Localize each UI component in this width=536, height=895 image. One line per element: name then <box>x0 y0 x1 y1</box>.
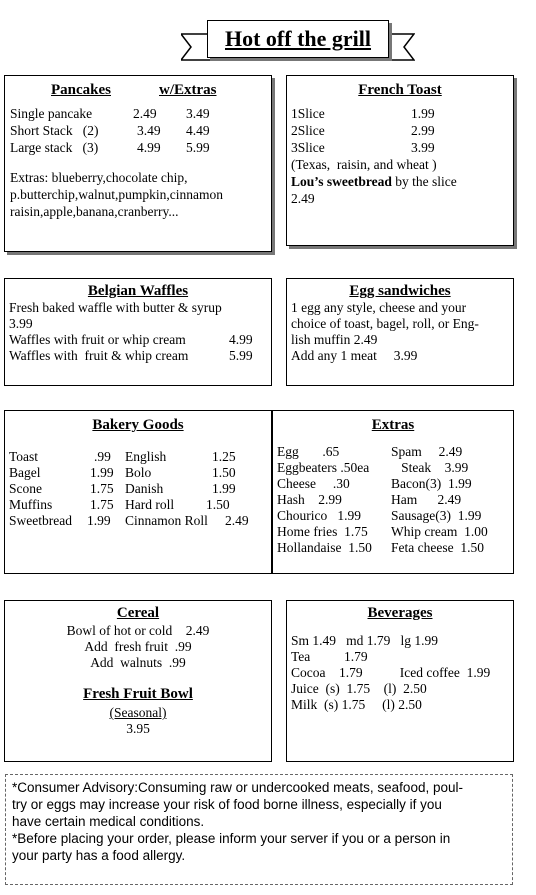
waffle-desc-line: 3.99 <box>9 316 33 331</box>
beverage-line: Sm 1.49 md 1.79 lg 1.99 <box>291 633 439 648</box>
extras-item: Whip cream 1.00 <box>391 524 488 539</box>
bakery-item-price: 1.99 <box>90 465 114 480</box>
french-toast-row-price: 3.99 <box>411 140 435 155</box>
advisory-line: *Consumer Advisory:Consuming raw or undercooked meats, seafood, poul- <box>12 780 463 795</box>
advisory-line: your party has a food allergy. <box>12 848 186 863</box>
belgian-waffles-title: Belgian Waffles <box>87 283 189 299</box>
extras-item: Home fries 1.75 <box>277 524 368 539</box>
waffle-desc-line: Fresh baked waffle with butter & syrup <box>9 300 222 315</box>
bakery-item-price: 1.99 <box>212 481 236 496</box>
bakery-item-price: 1.25 <box>212 449 236 464</box>
advisory-line: have certain medical conditions. <box>12 814 205 829</box>
french-toast-row-name: 1Slice <box>291 106 325 121</box>
bakery-item-name: Sweetbread <box>9 513 72 528</box>
page-title: Hot off the grill <box>224 26 372 51</box>
bakery-item-name: Bolo <box>125 465 152 480</box>
extras-item: Egg .65 <box>277 444 340 459</box>
extras-item: Eggbeaters .50ea <box>277 460 370 475</box>
egg-sandwiches-section <box>286 278 514 386</box>
cereal-section <box>4 600 272 762</box>
cereal-line: Add walnuts .99 <box>90 655 186 670</box>
pancakes-extras-header: w/Extras <box>159 82 217 98</box>
egg-sandwich-line: 1 egg any style, cheese and your <box>291 300 467 315</box>
waffle-row-name: Waffles with fruit & whip cream <box>9 348 189 363</box>
beverages-title: Beverages <box>367 605 433 621</box>
waffle-row-price: 4.99 <box>229 332 253 347</box>
fresh-fruit-bowl-title: Fresh Fruit Bowl <box>83 686 193 702</box>
bakery-item-price: 1.75 <box>90 481 114 496</box>
cereal-line: Add fresh fruit .99 <box>84 639 192 654</box>
sweetbread-desc: by the slice <box>391 174 457 189</box>
french-toast-row-name: 2Slice <box>291 123 325 138</box>
extras-item: Hollandaise 1.50 <box>277 540 372 555</box>
pancakes-title: Pancakes <box>51 82 111 98</box>
pancake-row-price: 3.49 <box>137 123 161 138</box>
beverage-line: Tea 1.79 <box>291 649 368 664</box>
bakery-item-name: Hard roll <box>125 497 175 512</box>
consumer-advisory <box>5 774 513 885</box>
pancake-row-extra: 4.49 <box>186 123 210 138</box>
fresh-fruit-bowl-note: (Seasonal) <box>109 705 167 720</box>
sweetbread-name: Lou’s sweetbread <box>291 174 392 189</box>
pancake-extras-line: Extras: blueberry,chocolate chip, <box>10 170 188 185</box>
extras-title: Extras <box>371 417 415 433</box>
advisory-line: try or eggs may increase your risk of food borne illness, especially if you <box>12 797 442 812</box>
extras-item: Cheese .30 <box>277 476 350 491</box>
bakery-item-price: 1.99 <box>87 513 111 528</box>
extras-item: Ham 2.49 <box>391 492 462 507</box>
bakery-item-name: Muffins <box>9 497 53 512</box>
french-toast-note: (Texas, raisin, and wheat ) <box>291 157 437 172</box>
banner <box>183 18 413 66</box>
french-toast-title: French Toast <box>358 82 442 98</box>
bakery-item-name: Bagel <box>9 465 41 480</box>
extras-item: Feta cheese 1.50 <box>391 540 484 555</box>
advisory-line: *Before placing your order, please inform your server if you or a person in <box>12 831 451 846</box>
french-toast-row-name: 3Slice <box>291 140 325 155</box>
bakery-item-price: 1.75 <box>90 497 114 512</box>
cereal-title: Cereal <box>116 605 160 621</box>
egg-sandwich-line: choice of toast, bagel, roll, or Eng- <box>291 316 479 331</box>
waffle-row-price: 5.99 <box>229 348 253 363</box>
beverage-line: Juice (s) 1.75 (l) 2.50 <box>291 681 427 696</box>
pancakes-section <box>4 75 272 252</box>
bakery-item-price: 2.49 <box>225 513 249 528</box>
extras-item: Spam 2.49 <box>391 444 463 459</box>
beverages-section <box>286 600 514 762</box>
extras-item: Bacon(3) 1.99 <box>391 476 472 491</box>
bakery-title: Bakery Goods <box>92 417 184 433</box>
beverage-line: Cocoa 1.79 Iced coffee 1.99 <box>291 665 491 680</box>
pancake-row-name: Single pancake <box>10 106 93 121</box>
extras-item: Sausage(3) 1.99 <box>391 508 482 523</box>
bakery-item-name: Toast <box>9 449 39 464</box>
french-toast-row-price: 1.99 <box>411 106 435 121</box>
cereal-line: Bowl of hot or cold 2.49 <box>66 623 210 638</box>
bakery-item-price: 1.50 <box>212 465 236 480</box>
banner-title-box <box>207 20 389 58</box>
extras-item: Steak 3.99 <box>391 460 469 475</box>
pancake-row-price: 2.49 <box>133 106 157 121</box>
pancake-row-name: Large stack (3) <box>10 140 99 155</box>
pancake-extras-line: p.butterchip,walnut,pumpkin,cinnamon <box>10 187 223 202</box>
french-toast-row-price: 2.99 <box>411 123 435 138</box>
sweetbread-line <box>291 174 457 190</box>
bakery-item-price: 1.50 <box>206 497 230 512</box>
waffle-row-name: Waffles with fruit or whip cream <box>9 332 186 347</box>
bakery-item-name: English <box>125 449 167 464</box>
pancake-row-name: Short Stack (2) <box>10 123 99 138</box>
fresh-fruit-bowl-price: 3.95 <box>126 721 150 736</box>
egg-sandwich-line: lish muffin 2.49 <box>291 332 378 347</box>
pancake-row-extra: 5.99 <box>186 140 210 155</box>
egg-sandwiches-title: Egg sandwiches <box>349 283 451 299</box>
sweetbread-price: 2.49 <box>291 191 315 206</box>
extras-item: Hash 2.99 <box>277 492 342 507</box>
beverage-line: Milk (s) 1.75 (l) 2.50 <box>291 697 422 712</box>
extras-section <box>272 410 514 574</box>
bakery-item-name: Scone <box>9 481 42 496</box>
extras-item: Chourico 1.99 <box>277 508 361 523</box>
belgian-waffles-section <box>4 278 272 386</box>
pancake-row-price: 4.99 <box>137 140 161 155</box>
french-toast-section <box>286 75 514 246</box>
egg-sandwich-line: Add any 1 meat 3.99 <box>291 348 418 363</box>
bakery-section <box>4 410 272 574</box>
bakery-item-price: .99 <box>94 449 111 464</box>
pancake-row-extra: 3.49 <box>186 106 210 121</box>
pancake-extras-line: raisin,apple,banana,cranberry... <box>10 204 179 219</box>
bakery-item-name: Cinnamon Roll <box>125 513 208 528</box>
bakery-item-name: Danish <box>125 481 164 496</box>
